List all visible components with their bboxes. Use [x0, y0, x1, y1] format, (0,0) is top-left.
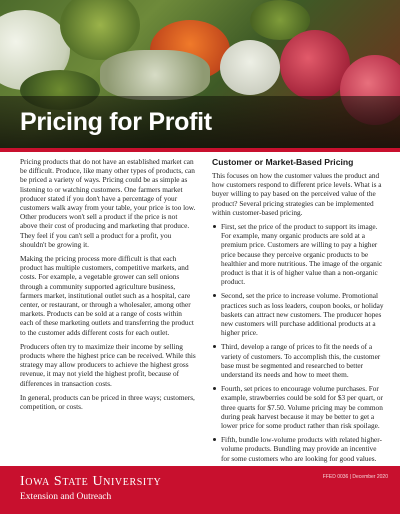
right-column	[212, 157, 386, 468]
page-title: Pricing for Profit	[20, 108, 212, 136]
title-band	[0, 96, 400, 148]
left-column	[20, 157, 196, 416]
list-item: First, set the price of the product to support its image. For example, many organic products are sold at a premium price. Customers are willing to pay a higher price because they perceive organic products to be healthier and more nutritious. The image of the organic product is that it is of higher value than a non-organic product.	[212, 222, 386, 286]
body-paragraph: Making the pricing process more difficult is that each product has multiple customers, competitive markets, and costs. For example, a vegetable grower can sell onions through a community supported agriculture business, farmers market, institutional outlet such as a hospital, care center, or restaurant, or through a wholesaler, among other markets. Products can be sold at a range of costs within each of these marketing outlets and transferring the product to the customer adds different costs for each outlet.	[20, 254, 194, 337]
body-paragraph: Producers often try to maximize their income by selling products where the highest price can be received. While this strategy may allow producers to achieve the highest gross revenue, it may not yield the highest profit, because of differences in transaction costs.	[20, 341, 196, 388]
section-heading: Customer or Market-Based Pricing	[212, 157, 354, 167]
list-item: Second, set the price to increase volume. Promotional practices such as loss leaders, coupon books, or holiday baskets can attract new customers. The producer hopes new customers will purchase additional products at a higher price.	[212, 291, 386, 337]
onion-shape	[220, 40, 280, 95]
list-item: Third, develop a range of prices to fit the needs of a variety of customers. To accomplish this, the customer base must be segmented and researched to better understand its needs and how to meet them.	[212, 342, 386, 379]
section-intro: This focuses on how the customer values the product and how customers respond to different price levels. What is a buyer willing to pay based on the perceived value of the product? Several pricing strategies can be implemented within customer-based pricing.	[212, 171, 382, 217]
title-divider	[0, 148, 400, 152]
publication-id: FFED 0036 | December 2020	[322, 474, 388, 480]
university-logo-text: Iowa State University	[20, 474, 162, 489]
body-paragraph: In general, products can be priced in three ways; customers, competition, or costs.	[20, 392, 195, 412]
footer-bar	[0, 466, 400, 514]
list-item: Fourth, set prices to encourage volume purchases. For example, strawberries could be sold for $3 per quart, or three quarts for $7.50. Volume pricing may be common during peak harvest because it may be better to get a lower price for some product rather than risk spoilage.	[212, 384, 386, 430]
garlic-shape	[100, 50, 210, 100]
body-paragraph: Pricing products that do not have an established market can be difficult. Produce, like many other types of products, can be priced a variety of ways. Pricing could be as simple as listening to or watching customers. One farmers market producer stated if you don't have a percentage of your customers walk away from your table, your price is too low. Other producers won't sell a product if the price is not above their cost of producing and marketing that produce. They feel if you can't sell a product for a profit, you shouldn't be growing it.	[20, 157, 196, 249]
list-item: Fifth, bundle low-volume products with related higher-volume products. Bundling may provide an incentive for some customers who are looking for good values.	[212, 435, 386, 463]
department-name: Extension and Outreach	[20, 492, 112, 502]
strategy-list	[212, 222, 386, 463]
